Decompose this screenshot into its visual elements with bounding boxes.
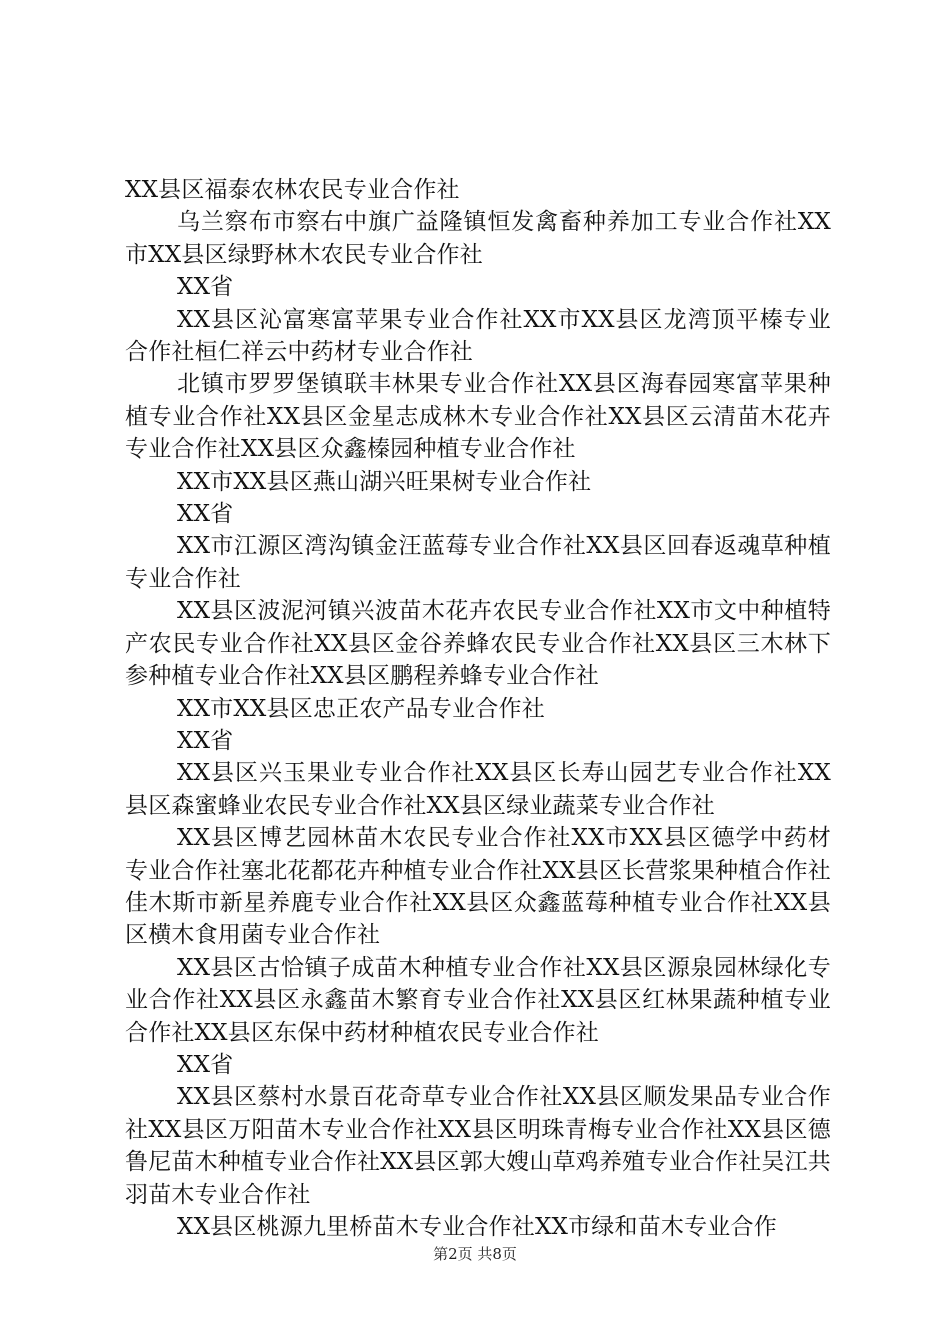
paragraph: XX市XX县区燕山湖兴旺果树专业合作社	[177, 468, 592, 495]
paragraph: XX县区兴玉果业专业合作社XX县区长寿山园艺专业合作社XX县区森蜜蜂业农民专业合作社XX县区绿业蔬菜专业合作社	[125, 760, 831, 819]
paragraph: XX县区古恰镇子成苗木种植专业合作社XX县区源泉园林绿化专业合作社XX县区永鑫苗木繁育专业合作社XX县区红林果蔬种植专业合作社XX县区东保中药材种植农民专业合作社	[125, 954, 831, 1046]
paragraph: XX县区波泥河镇兴波苗木花卉农民专业合作社XX市文中种植特产农民专业合作社XX县区金谷养蜂农民专业合作社XX县区三木林下参种植专业合作社XX县区鹏程养蜂专业合作社	[125, 598, 831, 690]
paragraph: 北镇市罗罗堡镇联丰林果专业合作社XX县区海春园寒富苹果种植专业合作社XX县区金星志成林木专业合作社XX县区云清苗木花卉专业合作社XX县区众鑫榛园种植专业合作社	[125, 371, 831, 463]
document-body	[125, 174, 831, 1243]
paragraph: XX县区沁富寒富苹果专业合作社XX市XX县区龙湾顶平榛专业合作社桓仁祥云中药材专业合作社	[125, 306, 831, 366]
paragraph: XX省	[177, 501, 234, 528]
paragraph: XX县区博艺园林苗木农民专业合作社XX市XX县区德学中药材专业合作社塞北花都花卉种植专业合作社XX县区长营浆果种植合作社佳木斯市新星养鹿专业合作社XX县区众鑫蓝莓种植专业合作社XX县区横木食用菌专业合作社	[125, 825, 831, 949]
paragraph: XX省	[177, 274, 234, 301]
paragraph: XX县区蔡村水景百花奇草专业合作社XX县区顺发果品专业合作社XX县区万阳苗木专业合作社XX县区明珠青梅专业合作社XX县区德鲁尼苗木种植专业合作社XX县区郭大嫂山草鸡养殖专业合作社吴江共羽苗木专业合作社	[125, 1084, 831, 1208]
paragraph: XX县区福泰农林农民专业合作社	[125, 177, 460, 203]
paragraph: XX省	[177, 1051, 234, 1078]
paragraph: XX市XX县区忠正农产品专业合作社	[177, 695, 545, 722]
paragraph: XX县区桃源九里桥苗木专业合作社XX市绿和苗木专业合作	[177, 1214, 777, 1240]
paragraph: XX省	[177, 727, 234, 754]
page-number-footer: 第2页 共8页	[433, 1245, 517, 1263]
paragraph: XX市江源区湾沟镇金汪蓝莓专业合作社XX县区回春返魂草种植专业合作社	[125, 533, 831, 592]
paragraph: 乌兰察布市察右中旗广益隆镇恒发禽畜种养加工专业合作社XX市XX县区绿野林木农民专业合作社	[125, 209, 831, 268]
